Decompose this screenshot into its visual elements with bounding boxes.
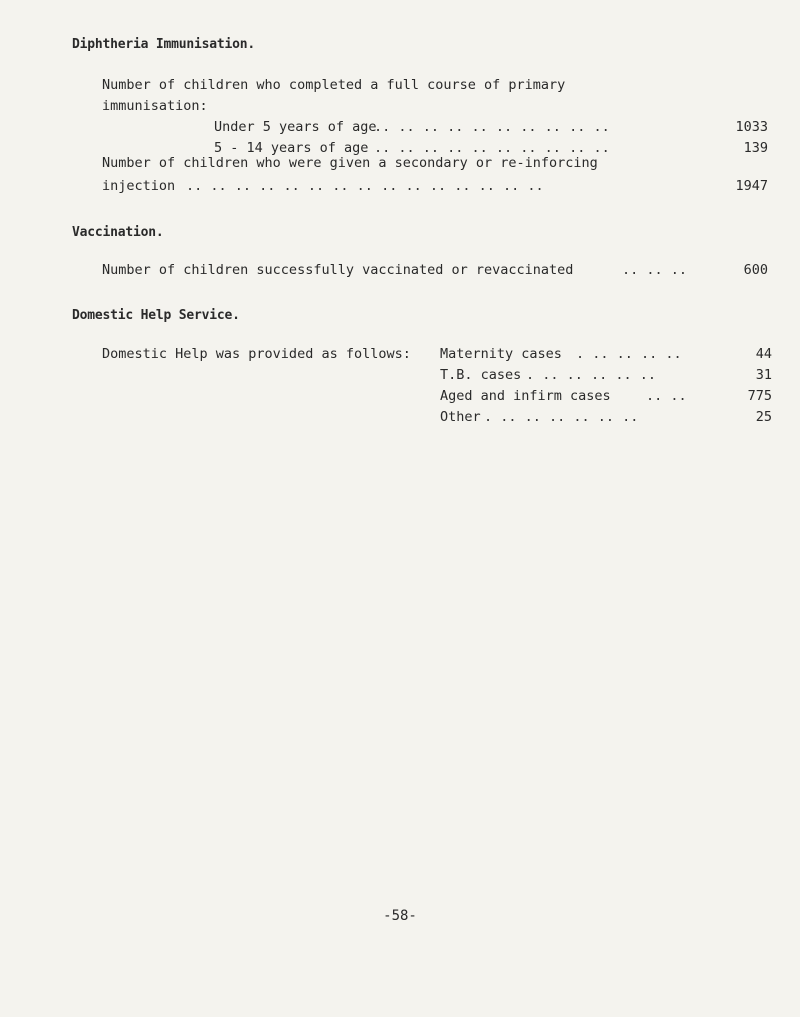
aged-label: Aged and infirm cases	[440, 388, 611, 404]
domestic-row-maternity	[440, 346, 772, 364]
vaccination-value: 600	[743, 262, 768, 278]
maternity-label: Maternity cases	[440, 346, 562, 362]
age5-14-value: 139	[743, 140, 768, 156]
dot-leader: .. .. .. .. .. .. .. .. .. ..	[374, 119, 610, 135]
secondary-row	[102, 178, 768, 196]
diphtheria-intro-line2: immunisation:	[102, 98, 208, 114]
diphtheria-heading: Diphtheria Immunisation.	[72, 37, 256, 52]
under5-value: 1033	[735, 119, 768, 135]
aged-value: 775	[747, 388, 772, 404]
secondary-value: 1947	[735, 178, 768, 194]
dot-leader: . .. .. .. .. .. ..	[484, 409, 639, 425]
secondary-label: injection	[102, 178, 176, 194]
age5-14-label: 5 - 14 years of age	[214, 140, 369, 156]
domestic-row-other	[440, 409, 772, 427]
dot-leader: . .. .. .. ..	[576, 346, 682, 362]
vaccination-label: Number of children successfully vaccinated or revaccinated	[102, 262, 574, 278]
maternity-value: 44	[755, 346, 772, 362]
vaccination-heading: Vaccination.	[72, 225, 164, 240]
under5-label: Under 5 years of age	[214, 119, 377, 135]
diphtheria-intro-line1: Number of children who completed a full course of primary	[102, 77, 566, 93]
domestic-help-heading: Domestic Help Service.	[72, 308, 240, 323]
under5-row	[214, 119, 768, 137]
page-number: -58-	[383, 908, 417, 924]
dot-leader: . .. .. .. .. ..	[526, 367, 657, 383]
other-label: Other	[440, 409, 481, 425]
vaccination-row	[102, 262, 768, 280]
secondary-line1: Number of children who were given a secondary or re-inforcing	[102, 155, 598, 171]
dot-leader: .. .. ..	[622, 262, 688, 278]
domestic-row-tb	[440, 367, 772, 385]
dot-leader: .. ..	[646, 388, 687, 404]
other-value: 25	[755, 409, 772, 425]
domestic-row-aged	[440, 388, 772, 406]
tb-value: 31	[755, 367, 772, 383]
tb-label: T.B. cases	[440, 367, 522, 383]
domestic-help-intro: Domestic Help was provided as follows:	[102, 346, 411, 362]
dot-leader: .. .. .. .. .. .. .. .. .. ..	[374, 140, 610, 156]
dot-leader: .. .. .. .. .. .. .. .. .. .. .. .. .. .. ..	[186, 178, 544, 194]
